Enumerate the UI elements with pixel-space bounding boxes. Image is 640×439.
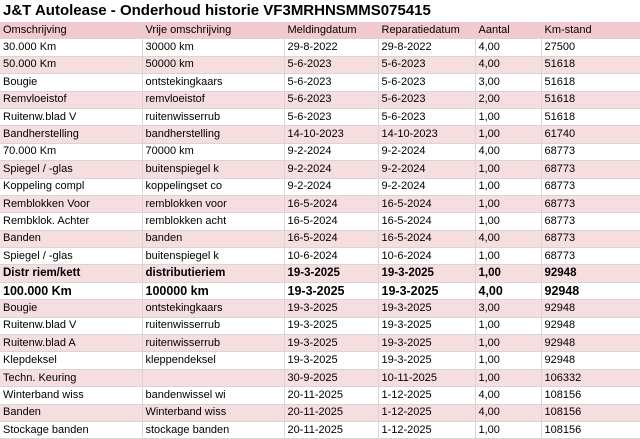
cell-km-stand[interactable]: 68773 [541,213,640,230]
table-row [0,282,640,299]
cell-omschrijving[interactable]: Ruitenw.blad V [0,317,142,334]
cell-km-stand[interactable]: 108156 [541,404,640,421]
table-row [0,39,640,56]
cell-vrije-omschrijving[interactable]: remblokken voor [142,195,284,212]
cell-vrije-omschrijving[interactable]: bandenwissel wi [142,387,284,404]
cell-aantal[interactable]: 1,00 [475,317,541,334]
cell-reparatiedatum[interactable]: 14-10-2023 [378,126,475,143]
cell-aantal[interactable]: 4,00 [475,282,541,299]
table-row [0,248,640,265]
table-row [0,213,640,230]
cell-km-stand[interactable]: 92948 [541,335,640,352]
cell-omschrijving[interactable]: Bandherstelling [0,126,142,143]
table-row [0,300,640,317]
cell-aantal[interactable]: 4,00 [475,143,541,160]
cell-vrije-omschrijving[interactable]: 30000 km [142,39,284,56]
cell-omschrijving[interactable]: Stockage banden [0,421,142,438]
cell-omschrijving[interactable]: 30.000 Km [0,39,142,56]
cell-vrije-omschrijving[interactable]: ruitenwisserrub [142,335,284,352]
cell-omschrijving[interactable]: Klepdeksel [0,352,142,369]
cell-vrije-omschrijving[interactable]: Winterband wiss [142,404,284,421]
cell-reparatiedatum[interactable]: 19-3-2025 [378,265,475,282]
cell-reparatiedatum[interactable]: 19-3-2025 [378,352,475,369]
cell-km-stand[interactable]: 51618 [541,91,640,108]
cell-omschrijving[interactable]: Bougie [0,300,142,317]
cell-km-stand[interactable]: 61740 [541,126,640,143]
cell-km-stand[interactable]: 68773 [541,143,640,160]
cell-omschrijving[interactable]: Winterband wiss [0,387,142,404]
cell-vrije-omschrijving[interactable]: remblokken acht [142,213,284,230]
cell-km-stand[interactable]: 108156 [541,387,640,404]
header-vrije-omschrijving[interactable]: Vrije omschrijving [142,22,284,39]
cell-km-stand[interactable]: 68773 [541,161,640,178]
cell-km-stand[interactable]: 51618 [541,56,640,73]
cell-meldingdatum[interactable]: 19-3-2025 [284,265,378,282]
cell-aantal[interactable]: 1,00 [475,213,541,230]
cell-aantal[interactable]: 4,00 [475,39,541,56]
cell-omschrijving[interactable]: Banden [0,404,142,421]
cell-reparatiedatum[interactable]: 1-12-2025 [378,387,475,404]
cell-vrije-omschrijving[interactable] [142,369,284,386]
cell-meldingdatum[interactable]: 5-6-2023 [284,74,378,91]
table-row [0,178,640,195]
cell-meldingdatum[interactable]: 20-11-2025 [284,404,378,421]
cell-reparatiedatum[interactable]: 19-3-2025 [378,300,475,317]
cell-km-stand[interactable]: 92948 [541,352,640,369]
cell-omschrijving[interactable]: Bougie [0,74,142,91]
table-row [0,352,640,369]
cell-reparatiedatum[interactable]: 1-12-2025 [378,421,475,438]
cell-km-stand[interactable]: 27500 [541,39,640,56]
cell-omschrijving[interactable]: Koppeling compl [0,178,142,195]
table-row [0,387,640,404]
cell-aantal[interactable]: 4,00 [475,404,541,421]
table-row [0,108,640,125]
cell-omschrijving[interactable]: Techn. Keuring [0,369,142,386]
sheet-title: J&T Autolease - Onderhoud historie VF3MRHNSMMS075415 [3,2,431,19]
cell-vrije-omschrijving[interactable]: ontstekingkaars [142,74,284,91]
cell-vrije-omschrijving[interactable]: bandherstelling [142,126,284,143]
cell-vrije-omschrijving[interactable]: 100000 km [142,282,284,299]
cell-omschrijving[interactable]: Spiegel / -glas [0,248,142,265]
cell-reparatiedatum[interactable]: 5-6-2023 [378,91,475,108]
cell-omschrijving[interactable]: Spiegel / -glas [0,161,142,178]
cell-reparatiedatum[interactable]: 5-6-2023 [378,108,475,125]
table-row [0,230,640,247]
cell-omschrijving[interactable]: Ruitenw.blad A [0,335,142,352]
header-omschrijving[interactable]: Omschrijving [0,22,142,39]
cell-km-stand[interactable]: 92948 [541,300,640,317]
cell-meldingdatum[interactable]: 5-6-2023 [284,91,378,108]
cell-aantal[interactable]: 1,00 [475,421,541,438]
cell-vrije-omschrijving[interactable]: buitenspiegel k [142,248,284,265]
table-row [0,265,640,282]
cell-meldingdatum[interactable]: 9-2-2024 [284,178,378,195]
cell-meldingdatum[interactable]: 19-3-2025 [284,300,378,317]
table-row [0,369,640,386]
cell-km-stand[interactable]: 92948 [541,282,640,299]
cell-meldingdatum[interactable]: 9-2-2024 [284,143,378,160]
cell-meldingdatum[interactable]: 19-3-2025 [284,282,378,299]
cell-meldingdatum[interactable]: 30-9-2025 [284,369,378,386]
table-row [0,195,640,212]
cell-aantal[interactable]: 1,00 [475,265,541,282]
cell-aantal[interactable]: 1,00 [475,335,541,352]
table-row [0,317,640,334]
cell-meldingdatum[interactable]: 5-6-2023 [284,56,378,73]
cell-reparatiedatum[interactable]: 19-3-2025 [378,317,475,334]
cell-aantal[interactable]: 1,00 [475,369,541,386]
maintenance-history-table [0,22,640,439]
cell-reparatiedatum[interactable]: 5-6-2023 [378,74,475,91]
cell-aantal[interactable]: 3,00 [475,74,541,91]
cell-vrije-omschrijving[interactable]: ruitenwisserrub [142,317,284,334]
cell-omschrijving[interactable]: Rembklok. Achter [0,213,142,230]
cell-aantal[interactable]: 4,00 [475,56,541,73]
cell-omschrijving[interactable]: Ruitenw.blad V [0,108,142,125]
cell-aantal[interactable]: 1,00 [475,108,541,125]
cell-meldingdatum[interactable]: 16-5-2024 [284,230,378,247]
cell-aantal[interactable]: 1,00 [475,352,541,369]
cell-aantal[interactable]: 1,00 [475,195,541,212]
table-row [0,74,640,91]
table-row [0,161,640,178]
cell-vrije-omschrijving[interactable]: 50000 km [142,56,284,73]
table-row [0,126,640,143]
cell-aantal[interactable]: 4,00 [475,230,541,247]
cell-meldingdatum[interactable]: 10-6-2024 [284,248,378,265]
cell-vrije-omschrijving[interactable]: banden [142,230,284,247]
cell-meldingdatum[interactable]: 16-5-2024 [284,195,378,212]
cell-km-stand[interactable]: 108156 [541,421,640,438]
cell-km-stand[interactable]: 51618 [541,74,640,91]
cell-reparatiedatum[interactable]: 19-3-2025 [378,282,475,299]
header-reparatiedatum[interactable]: Reparatiedatum [378,22,475,39]
cell-omschrijving[interactable]: Remblokken Voor [0,195,142,212]
cell-reparatiedatum[interactable]: 16-5-2024 [378,213,475,230]
cell-omschrijving[interactable]: 50.000 Km [0,56,142,73]
cell-vrije-omschrijving[interactable]: kleppendeksel [142,352,284,369]
cell-vrije-omschrijving[interactable]: 70000 km [142,143,284,160]
cell-omschrijving[interactable]: 100.000 Km [0,282,142,299]
table-row [0,56,640,73]
cell-reparatiedatum[interactable]: 9-2-2024 [378,143,475,160]
header-meldingdatum[interactable]: Meldingdatum [284,22,378,39]
table-row [0,335,640,352]
cell-km-stand[interactable]: 51618 [541,108,640,125]
cell-aantal[interactable]: 4,00 [475,387,541,404]
cell-aantal[interactable]: 3,00 [475,300,541,317]
cell-km-stand[interactable]: 68773 [541,248,640,265]
cell-vrije-omschrijving[interactable]: stockage banden [142,421,284,438]
cell-aantal[interactable]: 1,00 [475,248,541,265]
cell-vrije-omschrijving[interactable]: buitenspiegel k [142,161,284,178]
cell-reparatiedatum[interactable]: 9-2-2024 [378,178,475,195]
header-row [0,22,640,39]
cell-vrije-omschrijving[interactable]: ontstekingkaars [142,300,284,317]
table-row [0,404,640,421]
cell-km-stand[interactable]: 68773 [541,178,640,195]
cell-meldingdatum[interactable]: 14-10-2023 [284,126,378,143]
cell-reparatiedatum[interactable]: 16-5-2024 [378,195,475,212]
cell-km-stand[interactable]: 92948 [541,317,640,334]
cell-omschrijving[interactable]: Distr riem/kett [0,265,142,282]
cell-reparatiedatum[interactable]: 10-6-2024 [378,248,475,265]
table-row [0,143,640,160]
cell-km-stand[interactable]: 68773 [541,195,640,212]
cell-aantal[interactable]: 1,00 [475,161,541,178]
cell-meldingdatum[interactable]: 16-5-2024 [284,213,378,230]
cell-meldingdatum[interactable]: 29-8-2022 [284,39,378,56]
cell-meldingdatum[interactable]: 20-11-2025 [284,387,378,404]
cell-vrije-omschrijving[interactable]: remvloeistof [142,91,284,108]
cell-reparatiedatum[interactable]: 10-11-2025 [378,369,475,386]
cell-reparatiedatum[interactable]: 9-2-2024 [378,161,475,178]
cell-reparatiedatum[interactable]: 19-3-2025 [378,335,475,352]
cell-aantal[interactable]: 1,00 [475,126,541,143]
cell-vrije-omschrijving[interactable]: koppelingset co [142,178,284,195]
header-km-stand[interactable]: Km-stand [541,22,640,39]
cell-omschrijving[interactable]: Banden [0,230,142,247]
cell-meldingdatum[interactable]: 19-3-2025 [284,335,378,352]
cell-reparatiedatum[interactable]: 16-5-2024 [378,230,475,247]
cell-km-stand[interactable]: 92948 [541,265,640,282]
cell-km-stand[interactable]: 68773 [541,230,640,247]
cell-meldingdatum[interactable]: 20-11-2025 [284,421,378,438]
cell-meldingdatum[interactable]: 5-6-2023 [284,108,378,125]
cell-aantal[interactable]: 2,00 [475,91,541,108]
cell-meldingdatum[interactable]: 19-3-2025 [284,317,378,334]
cell-omschrijving[interactable]: Remvloeistof [0,91,142,108]
table-row [0,91,640,108]
cell-aantal[interactable]: 1,00 [475,178,541,195]
cell-reparatiedatum[interactable]: 1-12-2025 [378,404,475,421]
cell-reparatiedatum[interactable]: 29-8-2022 [378,39,475,56]
table-row [0,421,640,438]
cell-reparatiedatum[interactable]: 5-6-2023 [378,56,475,73]
cell-vrije-omschrijving[interactable]: ruitenwisserrub [142,108,284,125]
cell-omschrijving[interactable]: 70.000 Km [0,143,142,160]
cell-km-stand[interactable]: 106332 [541,369,640,386]
cell-meldingdatum[interactable]: 9-2-2024 [284,161,378,178]
cell-vrije-omschrijving[interactable]: distributieriem [142,265,284,282]
cell-meldingdatum[interactable]: 19-3-2025 [284,352,378,369]
header-aantal[interactable]: Aantal [475,22,541,39]
